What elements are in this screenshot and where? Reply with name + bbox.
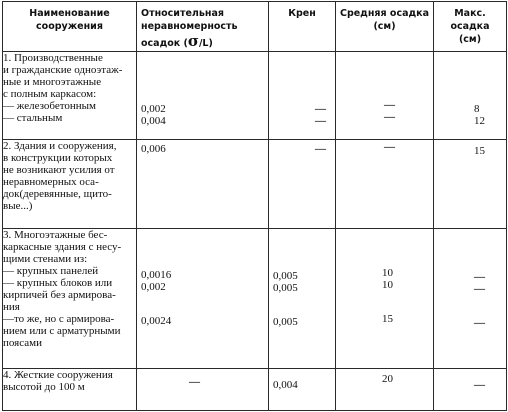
- header-relative-settlement: Относительная неравномерность осадок (σ/L): [137, 2, 269, 52]
- row-4-relative: —: [137, 368, 269, 410]
- row-2-name: 2. Здания и сооружения, в конструкции которых не возникают усилия от неравномерных оса- док(деревянные, щито- вые...): [3, 140, 137, 229]
- header-max-settlement: Макс. осадка (см): [434, 2, 507, 52]
- row-1-name: 1. Производственные и гражданские одноэтаж- ные и многоэтажные с полным каркасом: — железобетонным — стальным: [3, 52, 137, 140]
- table-row: [3, 229, 507, 368]
- table-row: [3, 140, 507, 229]
- header-row: [3, 2, 507, 52]
- row-2-max: 15: [434, 140, 507, 229]
- row-2-average: —: [336, 140, 434, 229]
- sigma-symbol: σ: [187, 32, 199, 50]
- row-1-max: 8 12: [434, 52, 507, 140]
- row-3-relative: 0,0016 0,002 0,0024: [137, 229, 269, 368]
- table-row: [3, 368, 507, 410]
- row-3-max: — — —: [434, 229, 507, 368]
- row-1-relative: 0,002 0,004: [137, 52, 269, 140]
- header-tilt: Крен: [269, 2, 336, 52]
- row-3-name: 3. Многоэтажные бес- каркасные здания с несу- щими стенами из: — крупных панелей — крупных блоков или кирпичей без армирова- ния —то же, но с армирова- нием или с арматурными поясами: [3, 229, 137, 368]
- row-3-average: 10 10 15: [336, 229, 434, 368]
- header-average-settlement: Средняя осадка (см): [336, 2, 434, 52]
- header-name: Наименование сооружения: [3, 2, 137, 52]
- row-4-max: —: [434, 368, 507, 410]
- requirements-table: [2, 1, 507, 411]
- row-2-tilt: —: [269, 140, 336, 229]
- row-1-tilt: — —: [269, 52, 336, 140]
- row-3-tilt: 0,005 0,005 0,005: [269, 229, 336, 368]
- row-4-tilt: 0,004: [269, 368, 336, 410]
- table-row: [3, 52, 507, 140]
- row-1-average: — —: [336, 52, 434, 140]
- row-4-average: 20: [336, 368, 434, 410]
- row-4-name: 4. Жесткие сооружения высотой до 100 м: [3, 368, 137, 410]
- row-2-relative: 0,006: [137, 140, 269, 229]
